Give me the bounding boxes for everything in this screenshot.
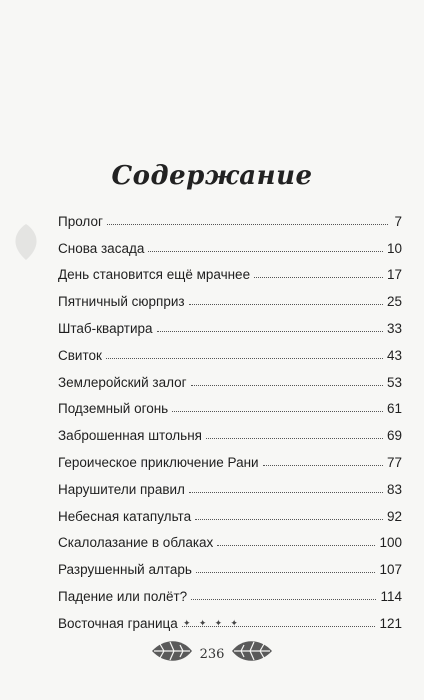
toc-entry-title: Штаб-квартира: [58, 320, 153, 336]
toc-entry[interactable]: [58, 470, 402, 497]
toc-entry[interactable]: [58, 363, 402, 390]
toc-entry-page: 107: [379, 562, 402, 578]
page-footer: [0, 636, 424, 666]
page-title: Содержание: [111, 161, 313, 192]
dot-leader: [206, 437, 383, 439]
toc-entry-page: 61: [386, 401, 402, 417]
page-number: 236: [199, 646, 225, 662]
toc-entry[interactable]: [58, 202, 402, 229]
dot-leader: [107, 223, 388, 225]
dot-leader: [191, 384, 383, 386]
dot-leader: [148, 250, 383, 252]
toc-entry-title: Пролог: [58, 213, 103, 229]
ghost-leaf-icon: [6, 222, 46, 262]
toc-entry-title: День становится ещё мрачнее: [58, 267, 251, 283]
toc-entry[interactable]: [58, 524, 402, 551]
toc-entry-page: 69: [386, 428, 402, 444]
toc-entry[interactable]: [58, 229, 402, 256]
dot-leader: [196, 571, 376, 573]
toc-entry-title: Разрушенный алтарь: [58, 562, 192, 578]
toc-entry-page: 114: [380, 588, 402, 604]
toc-entry[interactable]: [58, 390, 402, 417]
toc-entry[interactable]: [58, 416, 402, 443]
toc-entry-title: Землеройский залог: [58, 374, 187, 390]
toc-entry-title: Небесная катапульта: [58, 508, 192, 524]
dot-leader: [172, 410, 383, 412]
toc-entry[interactable]: [58, 577, 402, 604]
toc-entry[interactable]: [58, 336, 402, 363]
toc-entry-title: Героическое приключение Рани: [58, 454, 259, 470]
toc-entry-page: 77: [386, 454, 402, 470]
leaf-icon: [150, 636, 194, 666]
dot-leader: [195, 518, 383, 520]
toc-entry-page: 25: [386, 294, 402, 310]
toc-entry-title: Пятничный сюрприз: [58, 294, 185, 310]
toc-entry-page: 100: [379, 535, 402, 551]
dot-leader: [263, 464, 383, 466]
dot-leader: [217, 544, 375, 546]
dot-leader: [189, 491, 383, 493]
toc-entry-page: 121: [379, 615, 402, 631]
toc-entry[interactable]: [58, 550, 402, 577]
table-of-contents: [58, 202, 402, 631]
toc-entry-page: 92: [386, 508, 402, 524]
toc-entry-title: Нарушители правил: [58, 481, 185, 497]
toc-entry-title: Падение или полёт?: [58, 588, 188, 604]
toc-entry-page: 83: [386, 481, 402, 497]
toc-entry-page: 43: [386, 347, 402, 363]
toc-entry-page: 53: [386, 374, 402, 390]
toc-entry-title: Заброшенная штольня: [58, 428, 202, 444]
toc-entry-page: 17: [386, 267, 402, 283]
toc-entry[interactable]: [58, 256, 402, 283]
toc-entry-page: 33: [386, 320, 402, 336]
star-ornament-icon: ✦ ✦ ✦ ✦: [183, 618, 241, 628]
toc-entry-title: Свиток: [58, 347, 102, 363]
toc-entry-title: Подземный огонь: [58, 401, 169, 417]
toc-entry[interactable]: [58, 282, 402, 309]
leaf-icon: [230, 636, 274, 666]
dot-leader: [191, 598, 376, 600]
toc-entry[interactable]: [58, 497, 402, 524]
dot-leader: [254, 276, 383, 278]
toc-entry-title: Снова засада: [58, 240, 145, 256]
toc-entry[interactable]: [58, 309, 402, 336]
toc-entry[interactable]: [58, 443, 402, 470]
dot-leader: [157, 330, 383, 332]
dot-leader: [189, 303, 383, 305]
toc-entry-page: 7: [394, 213, 402, 229]
toc-entry-title: Скалолазание в облаках: [58, 535, 214, 551]
dot-leader: [106, 357, 383, 359]
toc-entry-title: Восточная граница: [58, 615, 178, 631]
toc-entry-page: 10: [386, 240, 402, 256]
